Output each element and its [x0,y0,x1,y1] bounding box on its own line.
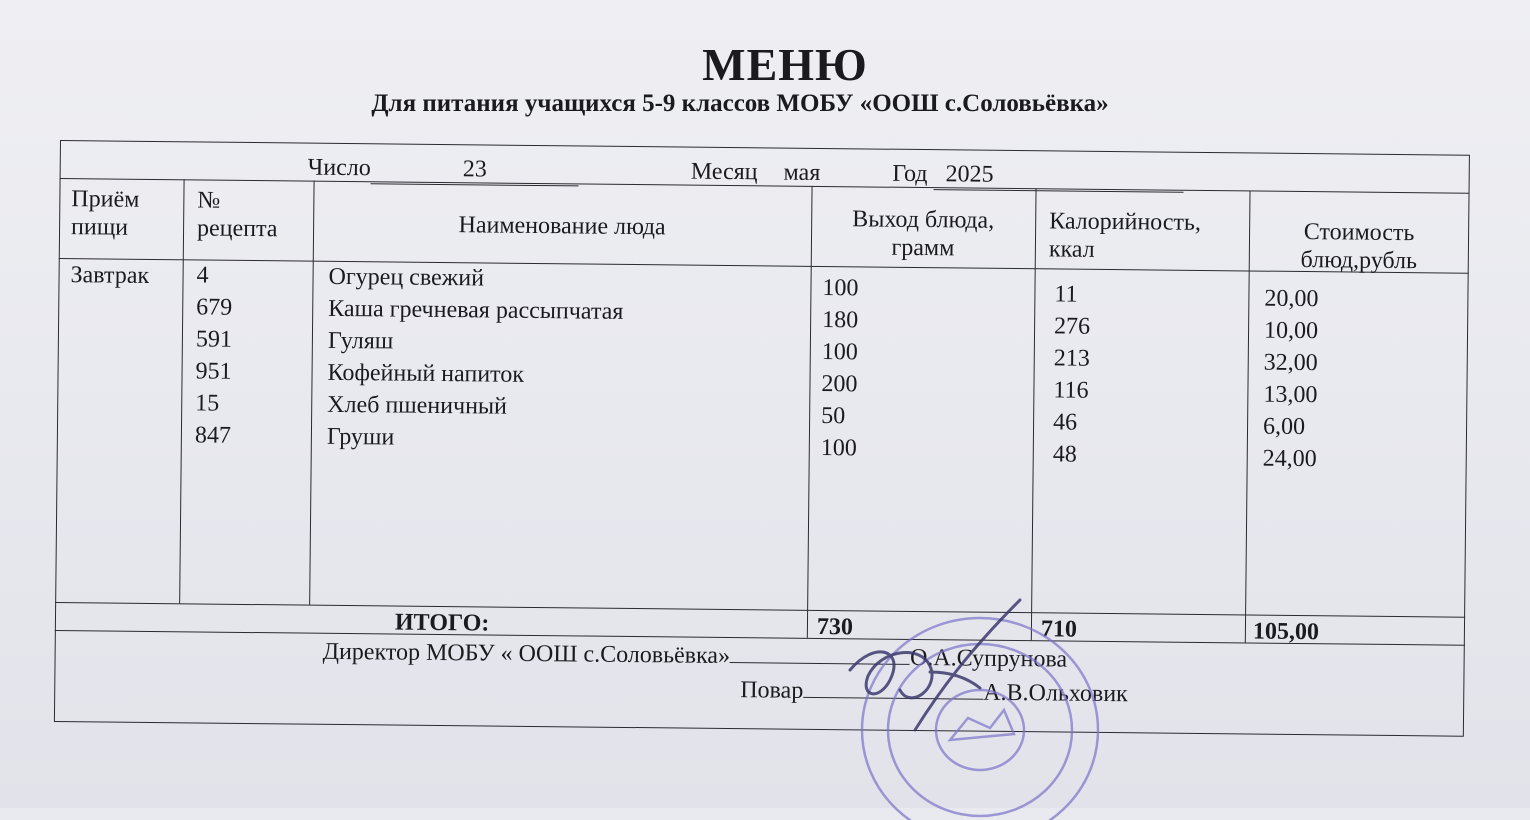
list-item: 6,00 [1262,413,1306,441]
list-item: Огурец свежий [328,263,485,292]
header-yield: Выход блюда, грамм [852,206,995,261]
list-item: 32,00 [1263,349,1318,377]
list-item: 200 [821,370,858,398]
list-item: Груши [326,423,395,451]
menu-subtitle: Для питания учащихся 5-9 классов МОБУ «ООШ с.Соловьёвка» [371,90,1109,117]
list-item: 13,00 [1263,381,1318,409]
list-item: 951 [195,358,232,385]
director-label: Директор МОБУ « ООШ с.Соловьёвка» [322,638,731,670]
list-item: Каша гречневая рассыпчатая [328,295,624,325]
list-item: 4 [196,262,209,289]
cook-name: А.В.Ольховик [983,679,1128,708]
list-item: Кофейный напиток [327,359,525,388]
calories-list [1053,278,1091,470]
list-item: 46 [1052,409,1078,436]
list-item: 591 [195,326,233,353]
totals-label: ИТОГО: [394,609,490,637]
cook-signature-line [740,677,1128,709]
list-item: 100 [822,274,859,302]
list-item: 679 [196,294,233,321]
header-meal: Приём пищи [70,186,140,241]
recipe-list [195,259,233,451]
total-calories: 710 [1040,616,1078,643]
list-item: 100 [820,434,857,462]
list-item: 50 [821,402,846,430]
cook-label: Повар [740,677,804,704]
list-item: 100 [821,338,858,366]
yield-list [821,272,859,464]
list-item: Хлеб пшеничный [327,391,508,420]
list-item: 276 [1053,313,1091,340]
list-item: Гуляш [327,327,394,355]
meal-name: Завтрак [70,262,150,289]
header-calories: Калорийность, ккал [1048,208,1202,263]
total-yield: 730 [816,613,854,641]
list-item: 213 [1053,345,1090,372]
menu-title: МЕНЮ [702,39,868,90]
header-recipe: № рецепта [196,187,278,242]
dish-list [327,261,624,456]
list-item: 11 [1054,281,1078,308]
year-value: 2025 [945,161,994,188]
list-item: 20,00 [1264,285,1319,313]
day-label: Число [307,154,371,182]
list-item: 180 [822,306,859,334]
list-item: 847 [194,422,232,449]
year-label: Год [892,160,928,188]
list-item: 48 [1052,441,1077,468]
header-dish-name: Наименование люда [458,212,666,241]
day-value: 23 [462,156,487,183]
list-item: 15 [195,390,220,417]
director-name: О.А.Супрунова [909,644,1068,673]
month-label: Месяц [690,158,758,186]
list-item: 24,00 [1262,445,1317,473]
total-cost: 105,00 [1252,618,1320,646]
list-item: 116 [1053,377,1089,404]
cost-list [1263,283,1319,476]
month-value: мая [783,159,821,186]
header-cost: Стоимость блюд,рубль [1300,219,1418,274]
list-item: 10,00 [1263,317,1319,345]
menu-table [54,140,1470,737]
